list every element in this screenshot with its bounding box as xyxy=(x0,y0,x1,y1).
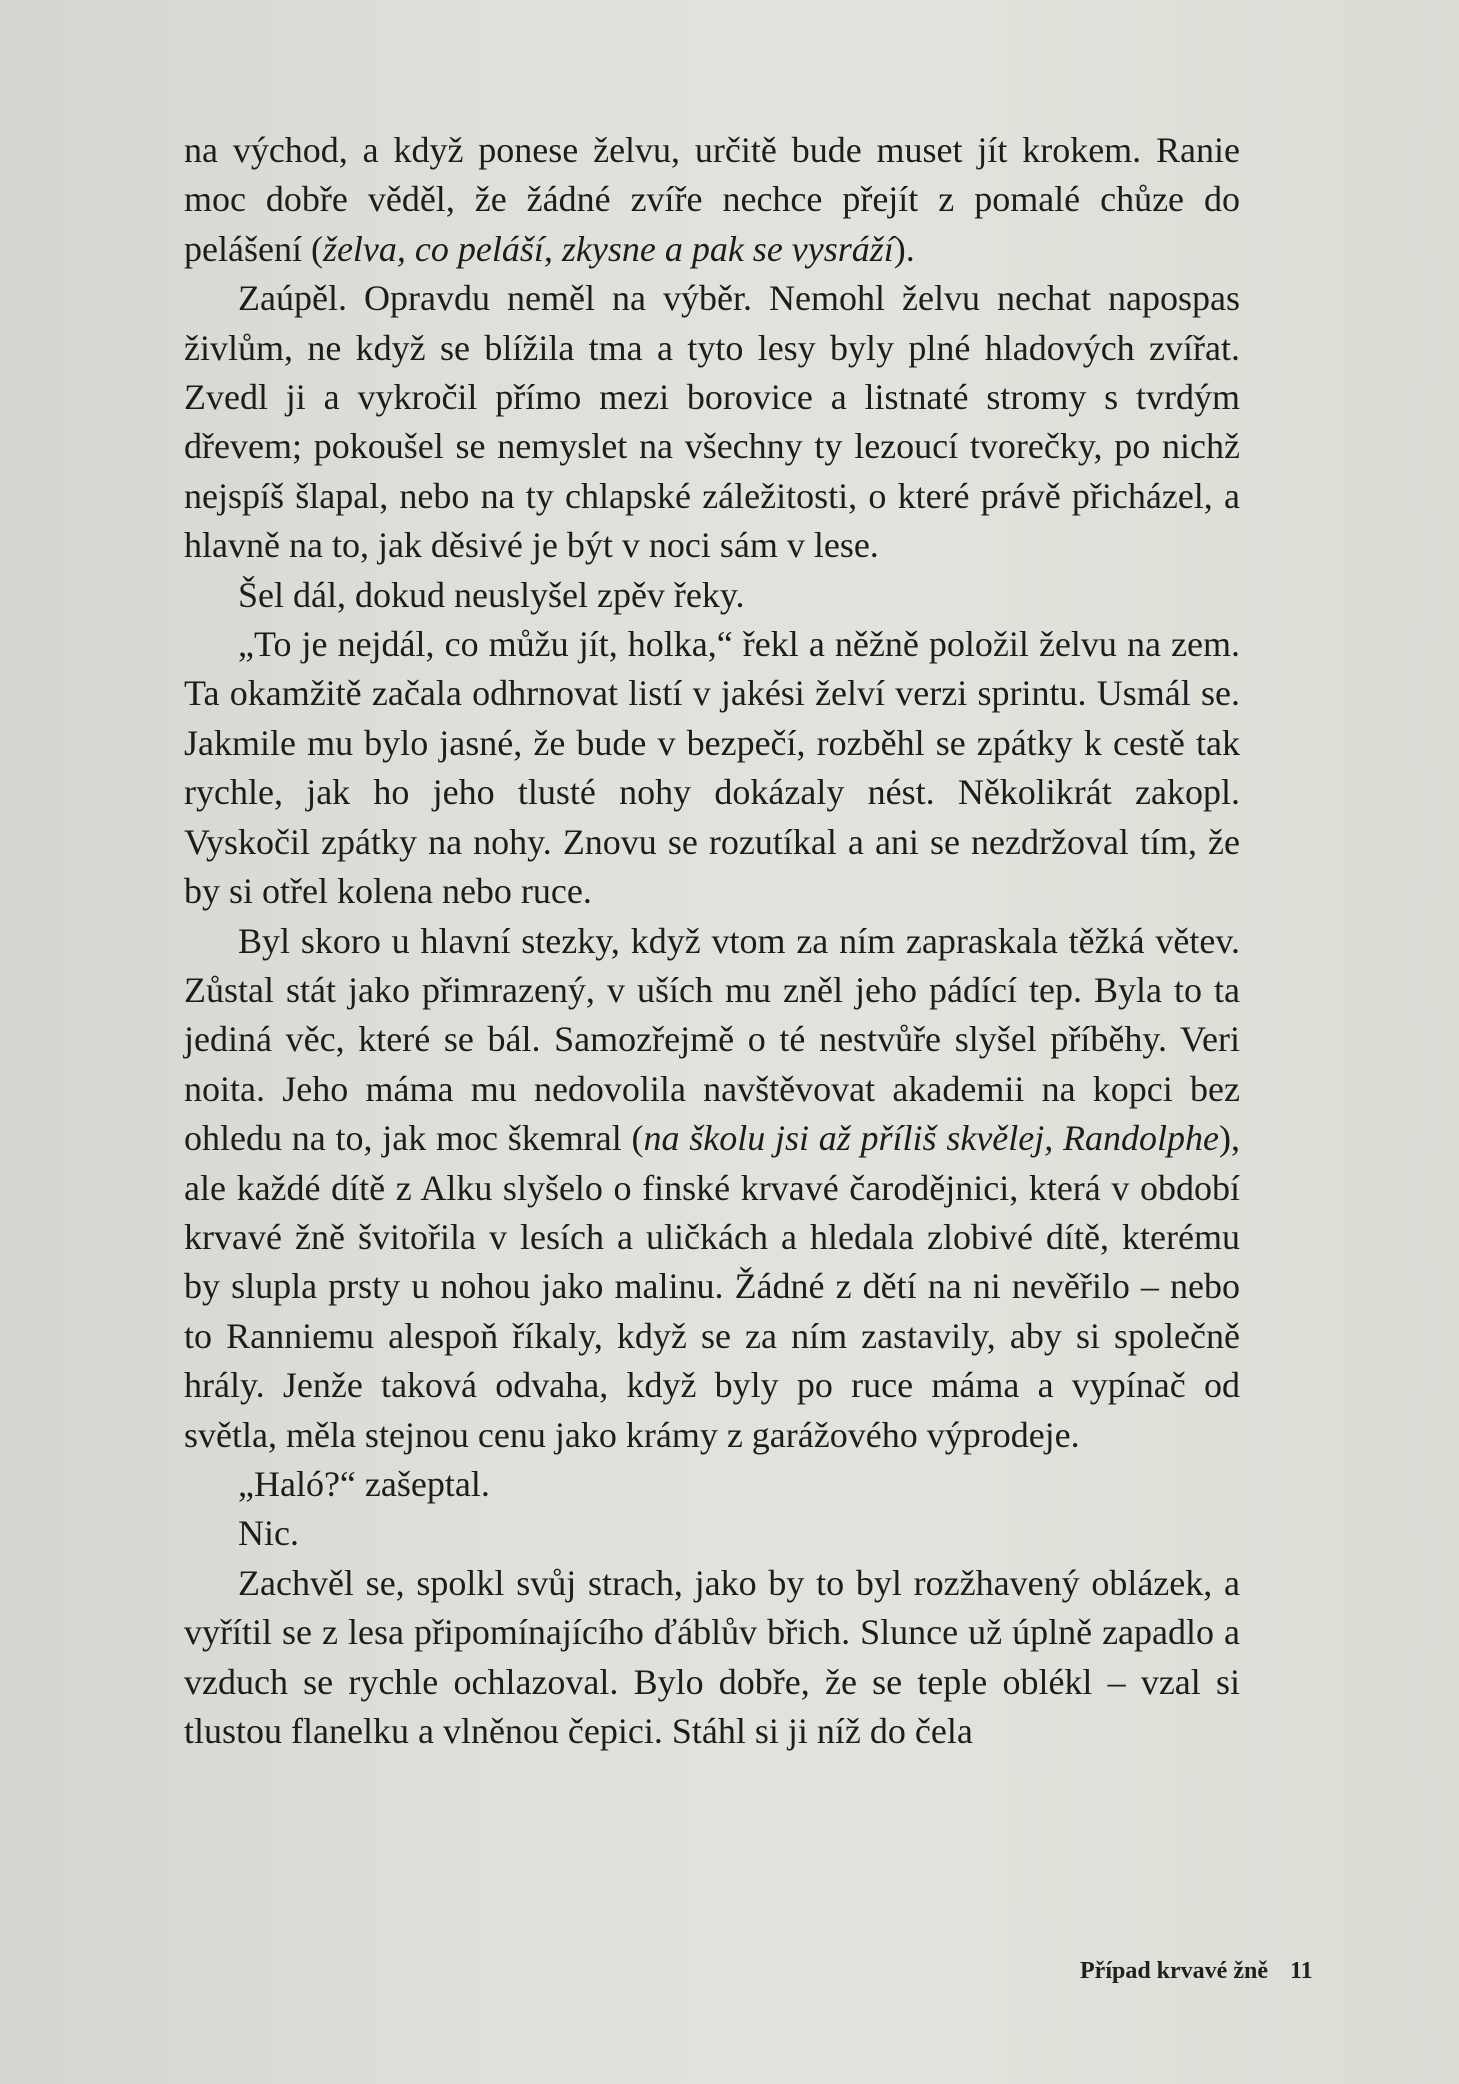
text-run: „To je nejdál, co můžu jít, holka,“ řekl a něžně položil želvu na zem. Ta okamžitě začala odhrnovat listí v jakési želví verzi sprintu. Usmál se. Jakmile mu bylo jasné, že bude v bezpečí, rozběhl se zpátky k cestě tak rychle, jak ho jeho tlusté nohy dokázaly nést. Několikrát zakopl. Vyskočil zpátky na nohy. Znovu se rozutíkal a ani se nezdržoval tím, že by si otřel kolena nebo ruce. xyxy=(184,624,1240,912)
page-footer xyxy=(1080,1958,1360,1985)
paragraph xyxy=(184,1509,1240,1558)
body-text xyxy=(184,126,1240,1756)
text-run: Byl skoro u hlavní stezky, když vtom za ním zapraskala těžká větev. Zůstal stát jako přimrazený, v uších mu zněl jeho pádící tep. Byla to ta jediná věc, které se bál. Samozřejmě o té nestvůře slyšel příběhy. Veri noita. Jeho máma mu nedovolila navštěvovat akademii na kopci bez ohledu na to, jak moc škemral ( xyxy=(184,920,1240,1159)
running-title: Případ krvavé žně xyxy=(1080,1958,1268,1984)
paragraph xyxy=(184,274,1240,570)
text-run: Nic. xyxy=(238,1513,299,1554)
text-run: Zaúpěl. Opravdu neměl na výběr. Nemohl želvu nechat napospas živlům, ne když se blížila tma a tyto lesy byly plné hladových zvířat. Zvedl ji a vykročil přímo mezi borovice a listnaté stromy s tvrdým dřevem; pokoušel se nemyslet na všechny ty lezoucí tvorečky, po nichž nejspíš šlapal, nebo na ty chlapské záležitosti, o které právě přicházel, a hlavně na to, jak děsivé je být v noci sám v lese. xyxy=(184,278,1240,566)
text-run: „Haló?“ zašeptal. xyxy=(238,1463,490,1504)
paragraph xyxy=(184,917,1240,1460)
paragraph xyxy=(184,1559,1240,1757)
paragraph xyxy=(184,126,1240,274)
text-run: Zachvěl se, spolkl svůj strach, jako by to byl rozžhavený oblázek, a vyřítil se z lesa připomínajícího ďáblův břich. Slunce už úplně zapadlo a vzduch se rychle ochlazoval. Bylo dobře, že se teple oblékl – vzal si tlustou flanelku a vlněnou čepici. Stáhl si ji níž do čela xyxy=(184,1562,1240,1751)
text-run: ). xyxy=(893,228,915,269)
text-run: na východ, a když ponese želvu, určitě bude muset jít krokem. Ranie moc dobře věděl, že žádné zvíře nechce přejít z pomalé chůze do pelášení ( xyxy=(184,130,1240,269)
italic-text: želva, co peláší, zkysne a pak se vysráží xyxy=(322,228,894,269)
italic-text: na školu jsi až příliš skvělej, Randolphe xyxy=(643,1118,1219,1159)
paragraph xyxy=(184,1460,1240,1509)
page-number: 11 xyxy=(1289,1958,1313,1984)
paragraph xyxy=(184,571,1240,620)
paragraph xyxy=(184,620,1240,916)
text-run: Šel dál, dokud neuslyšel zpěv řeky. xyxy=(238,574,745,615)
text-run: ), ale každé dítě z Alku slyšelo o finské krvavé čarodějnici, která v období krvavé žně švitořila v lesích a uličkách a hledala zlobivé dítě, kterému by slupla prsty u nohou jako malinu. Žádné z dětí na ni nevěřilo – nebo to Ranniemu alespoň říkaly, když se za ním zastavily, aby si společně hrály. Jenže taková odvaha, když byly po ruce máma a vypínač od světla, měla stejnou cenu jako krámy z garážového výprodeje. xyxy=(184,1118,1240,1455)
